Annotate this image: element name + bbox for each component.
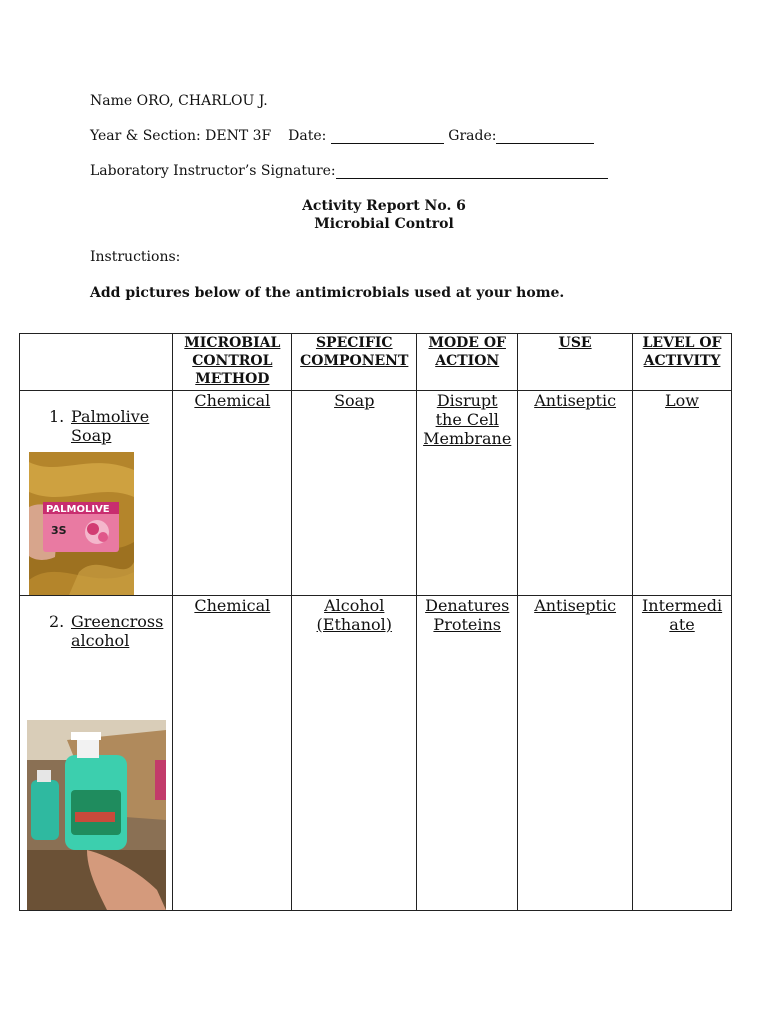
cell-text: Proteins (433, 615, 501, 634)
instructions-label: Instructions: (90, 249, 181, 265)
cell-text: Alcohol (324, 596, 385, 615)
header-level-of-activity (633, 334, 732, 391)
year-section-label: Year & Section: (90, 128, 201, 144)
header-text: ACTIVITY (643, 353, 721, 369)
header-microbial-control-method (173, 334, 292, 391)
cell-text: the Cell (435, 410, 499, 429)
item-name (71, 612, 163, 650)
table-row (20, 391, 732, 596)
use-cell (518, 391, 633, 596)
svg-text:3S: 3S (51, 524, 67, 537)
year-section-date-grade-line (90, 128, 594, 144)
greencross-alcohol-photo (27, 720, 166, 910)
header-text: MODE OF (428, 335, 506, 351)
header-specific-component (292, 334, 417, 391)
signature-blank (336, 164, 608, 179)
item-cell (20, 391, 173, 596)
header-use (518, 334, 633, 391)
header-text: COMPONENT (300, 353, 409, 369)
header-text: CONTROL (192, 353, 273, 369)
header-text: MICROBIAL (184, 335, 281, 351)
report-title: Activity Report No. 6 (302, 198, 466, 214)
item-number: 2. (49, 612, 65, 631)
table-row (20, 596, 732, 911)
header-text: SPECIFIC (315, 335, 393, 351)
date-blank (331, 129, 444, 144)
header-text: ACTION (435, 353, 500, 369)
grade-blank (496, 129, 594, 144)
cell-text: Chemical (194, 391, 271, 410)
header-text: USE (558, 335, 592, 351)
svg-text:PALMOLIVE: PALMOLIVE (46, 504, 110, 515)
level-cell (633, 596, 732, 911)
cell-text: ate (669, 615, 695, 634)
cell-text: Soap (334, 391, 375, 410)
item-name-line: alcohol (71, 631, 130, 650)
item-cell (20, 596, 173, 911)
grade-label: Grade: (448, 128, 497, 144)
mode-cell (417, 596, 518, 911)
header-mode-of-action (417, 334, 518, 391)
level-cell (633, 391, 732, 596)
mode-cell (417, 391, 518, 596)
cell-text: Intermedi (641, 596, 723, 615)
year-section-value: DENT 3F (205, 128, 272, 144)
item-name-line: Greencross (71, 612, 164, 631)
cell-text: Low (665, 391, 699, 410)
component-cell (292, 391, 417, 596)
table-header-row (20, 334, 732, 391)
header-item-blank (20, 334, 173, 391)
date-label: Date: (288, 128, 327, 144)
antimicrobial-table (19, 333, 732, 911)
method-cell (173, 391, 292, 596)
cell-text: Antiseptic (534, 596, 617, 615)
signature-label: Laboratory Instructor’s Signature: (90, 163, 336, 179)
name-line: Name ORO, CHARLOU J. (90, 93, 268, 109)
header-text: LEVEL OF (642, 335, 722, 351)
instructions-text: Add pictures below of the antimicrobials used at your home. (90, 285, 565, 301)
report-subtitle: Microbial Control (314, 216, 454, 232)
cell-text: Antiseptic (534, 391, 617, 410)
cell-text: (Ethanol) (316, 615, 393, 634)
component-cell (292, 596, 417, 911)
item-name-line: Soap (71, 426, 112, 445)
item-number: 1. (49, 407, 65, 426)
method-cell (173, 596, 292, 911)
item-name-line: Palmolive (71, 407, 150, 426)
cell-text: Chemical (194, 596, 271, 615)
palmolive-soap-photo (29, 452, 134, 595)
item-name (71, 407, 149, 445)
cell-text: Denatures (425, 596, 510, 615)
cell-text: Disrupt (436, 391, 498, 410)
signature-line (90, 163, 608, 179)
cell-text: Membrane (423, 429, 512, 448)
use-cell (518, 596, 633, 911)
header-text: METHOD (195, 371, 270, 387)
